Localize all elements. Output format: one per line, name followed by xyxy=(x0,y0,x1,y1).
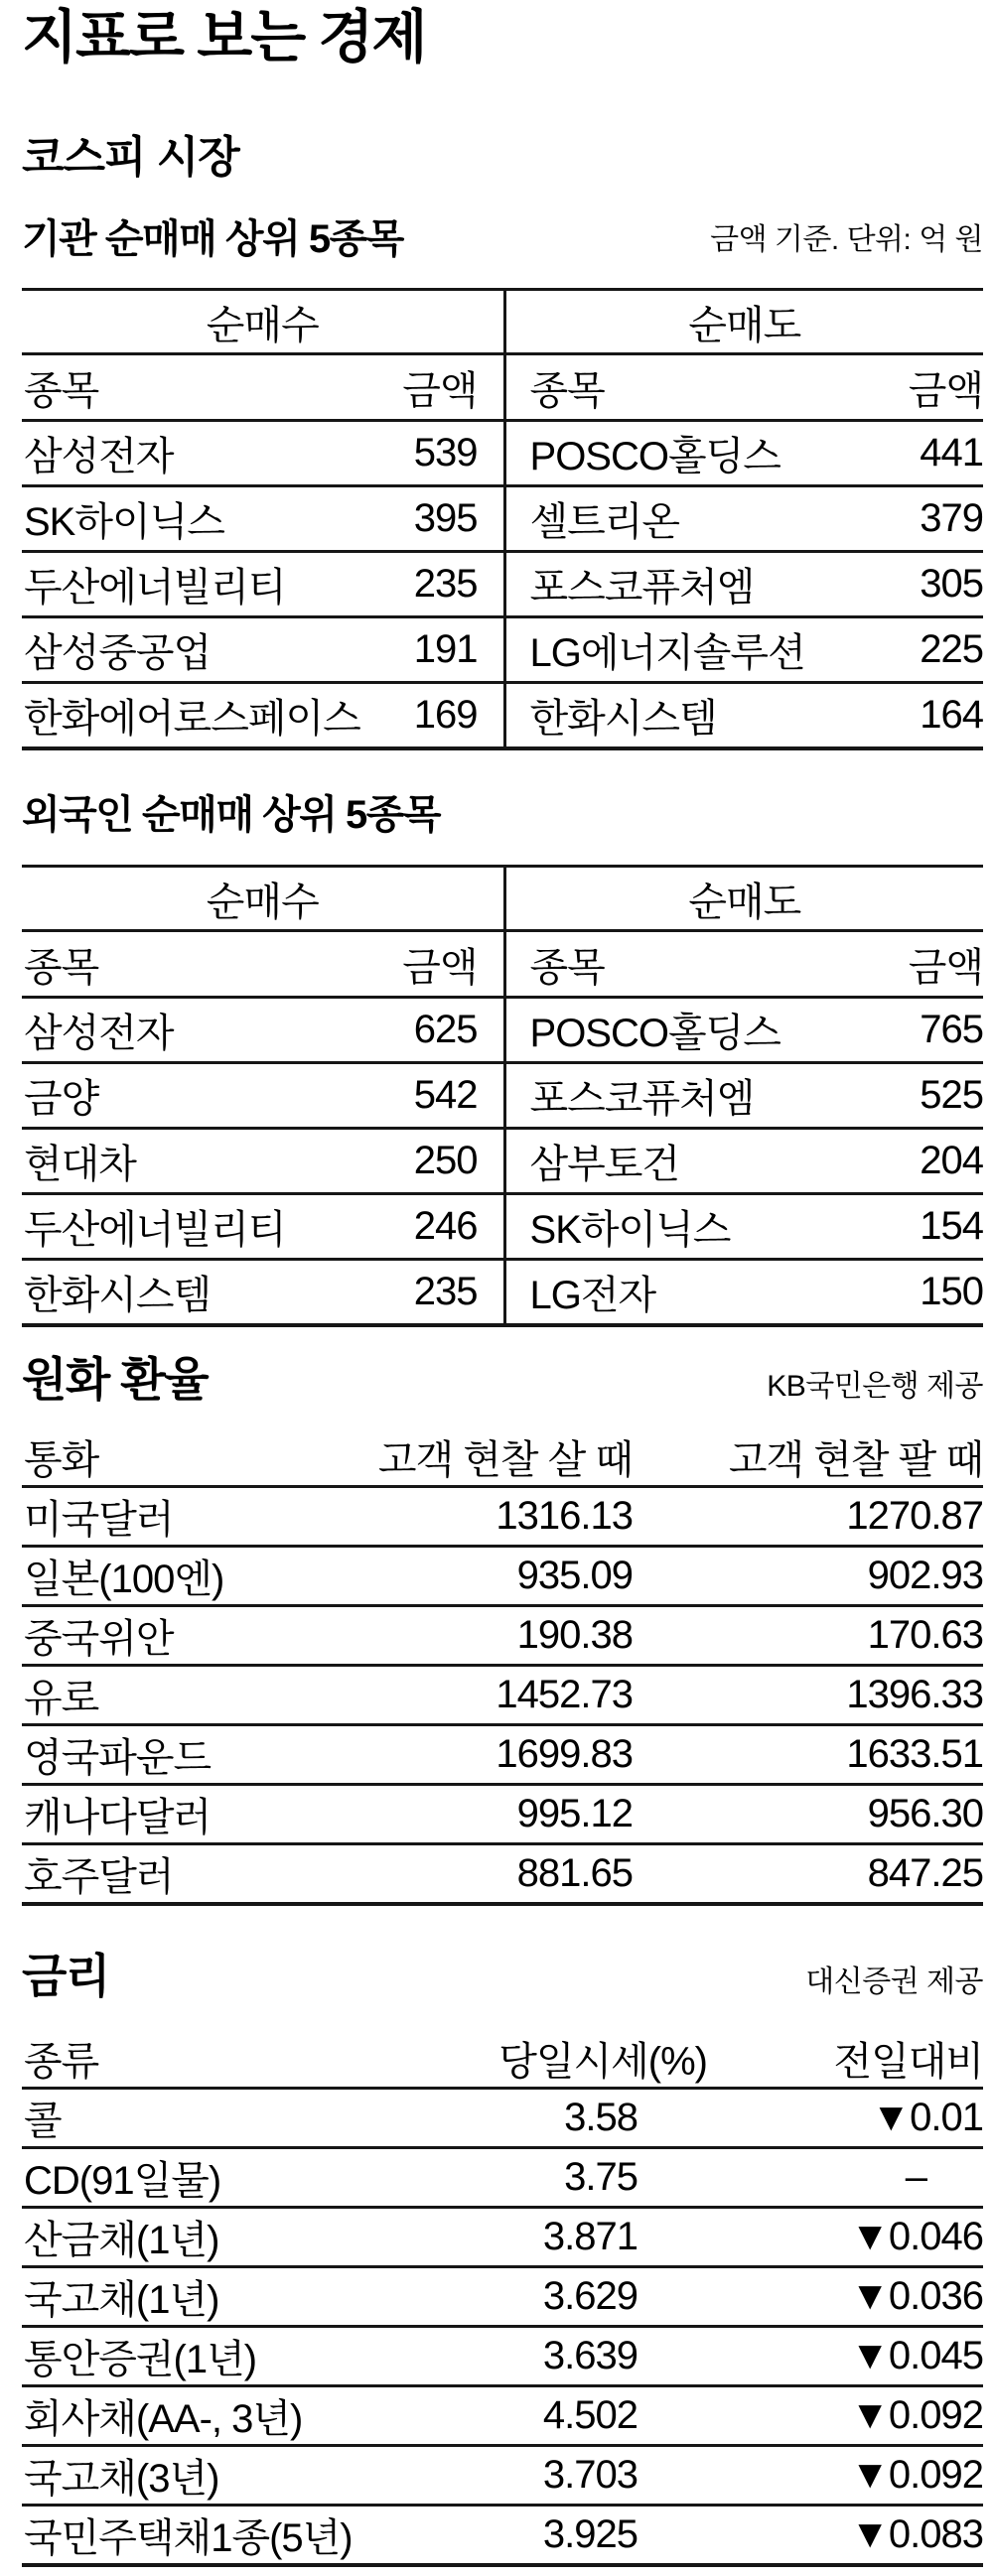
rates-table-title: 금리 xyxy=(22,1949,109,2002)
cash-buy-rate: 1452.73 xyxy=(359,1665,633,1724)
table-header-row xyxy=(22,867,983,931)
buy-stock-name: 삼성전자 xyxy=(22,421,389,486)
cash-sell-rate: 847.25 xyxy=(633,1843,983,1904)
table-row xyxy=(22,1546,983,1605)
sell-stock-name: LG전자 xyxy=(504,1260,862,1326)
rate-type: 산금채(1년) xyxy=(22,2207,429,2266)
column-header-row xyxy=(22,354,983,421)
daily-rate: 3.639 xyxy=(429,2326,707,2385)
buy-stock-name: 두산에너빌리티 xyxy=(22,1194,389,1260)
currency-name: 유로 xyxy=(22,1665,359,1724)
cash-sell-column-header: 고객 현찰 팔 때 xyxy=(633,1428,983,1487)
buy-stock-name: 두산에너빌리티 xyxy=(22,552,389,617)
buy-stock-amount: 625 xyxy=(389,998,504,1063)
day-change: ▼0.092 xyxy=(707,2385,983,2445)
currency-name: 일본(100엔) xyxy=(22,1546,359,1605)
cash-buy-rate: 935.09 xyxy=(359,1546,633,1605)
table-row xyxy=(22,1260,983,1326)
buy-stock-name: 삼성전자 xyxy=(22,998,389,1063)
table-row xyxy=(22,1063,983,1129)
economy-indicators-page xyxy=(0,5,993,2567)
day-change: ▼0.046 xyxy=(707,2207,983,2266)
cash-sell-rate: 902.93 xyxy=(633,1546,983,1605)
table-row xyxy=(22,2505,983,2565)
buy-stock-amount: 191 xyxy=(389,617,504,683)
cash-sell-rate: 956.30 xyxy=(633,1784,983,1843)
currency-name: 호주달러 xyxy=(22,1843,359,1904)
cash-buy-rate: 1316.13 xyxy=(359,1486,633,1546)
sell-stock-name: 한화시스템 xyxy=(504,683,862,749)
column-header-row xyxy=(22,931,983,998)
stock-column-header: 종목 xyxy=(504,354,862,421)
cash-sell-rate: 170.63 xyxy=(633,1605,983,1665)
net-buy-header: 순매수 xyxy=(22,290,504,354)
sell-stock-amount: 150 xyxy=(862,1260,983,1326)
buy-stock-amount: 542 xyxy=(389,1063,504,1129)
rate-type: 콜 xyxy=(22,2088,429,2147)
buy-stock-amount: 235 xyxy=(389,1260,504,1326)
day-change: ▼0.045 xyxy=(707,2326,983,2385)
day-change: ▼0.083 xyxy=(707,2505,983,2565)
foreign-table-title: 외국인 순매매 상위 5종목 xyxy=(22,793,440,838)
amount-column-header: 금액 xyxy=(862,931,983,998)
table-row xyxy=(22,1194,983,1260)
daily-rate: 4.502 xyxy=(429,2385,707,2445)
amount-column-header: 금액 xyxy=(389,931,504,998)
sell-stock-name: LG에너지솔루션 xyxy=(504,617,862,683)
table-row xyxy=(22,2147,983,2207)
buy-stock-amount: 235 xyxy=(389,552,504,617)
table-row xyxy=(22,1843,983,1904)
fx-provider-caption: KB국민은행 제공 xyxy=(767,1369,983,1403)
rate-type: 국민주택채1종(5년) xyxy=(22,2505,429,2565)
table-row xyxy=(22,1486,983,1546)
table-row xyxy=(22,486,983,552)
institution-section-header xyxy=(22,214,983,262)
rates-provider-caption: 대신증권 제공 xyxy=(805,1965,983,1998)
sell-stock-name: 포스코퓨처엠 xyxy=(504,1063,862,1129)
amount-column-header: 금액 xyxy=(389,354,504,421)
table-row xyxy=(22,2088,983,2147)
buy-stock-name: 한화에어로스페이스 xyxy=(22,683,389,749)
day-change: ▼0.092 xyxy=(707,2445,983,2505)
buy-stock-amount: 395 xyxy=(389,486,504,552)
buy-stock-name: 삼성중공업 xyxy=(22,617,389,683)
sell-stock-amount: 204 xyxy=(862,1129,983,1194)
day-change: – xyxy=(707,2147,983,2207)
foreign-net-trading-table xyxy=(22,865,983,1327)
table-row xyxy=(22,552,983,617)
sell-stock-amount: 765 xyxy=(862,998,983,1063)
currency-column-header: 통화 xyxy=(22,1428,359,1487)
buy-stock-amount: 250 xyxy=(389,1129,504,1194)
net-buy-header: 순매수 xyxy=(22,867,504,931)
daily-rate: 3.58 xyxy=(429,2088,707,2147)
table-row xyxy=(22,1665,983,1724)
buy-stock-name: 금양 xyxy=(22,1063,389,1129)
daily-rate: 3.925 xyxy=(429,2505,707,2565)
stock-column-header: 종목 xyxy=(504,931,862,998)
stock-column-header: 종목 xyxy=(22,931,389,998)
sell-stock-name: 삼부토건 xyxy=(504,1129,862,1194)
cash-buy-column-header: 고객 현찰 살 때 xyxy=(359,1428,633,1487)
table-row xyxy=(22,421,983,486)
buy-stock-amount: 539 xyxy=(389,421,504,486)
daily-rate-column-header: 당일시세(%) xyxy=(429,2030,707,2089)
cash-buy-rate: 995.12 xyxy=(359,1784,633,1843)
table-row xyxy=(22,617,983,683)
daily-rate: 3.871 xyxy=(429,2207,707,2266)
page-title: 지표로 보는 경제 xyxy=(22,5,426,69)
cash-sell-rate: 1633.51 xyxy=(633,1724,983,1784)
daily-rate: 3.629 xyxy=(429,2266,707,2326)
daily-rate: 3.75 xyxy=(429,2147,707,2207)
table-row xyxy=(22,1129,983,1194)
day-change: ▼0.036 xyxy=(707,2266,983,2326)
table-row xyxy=(22,2207,983,2266)
sell-stock-name: SK하이닉스 xyxy=(504,1194,862,1260)
column-header-row xyxy=(22,1428,983,1487)
institution-table-title: 기관 순매매 상위 5종목 xyxy=(22,217,403,262)
sell-stock-amount: 225 xyxy=(862,617,983,683)
currency-name: 캐나다달러 xyxy=(22,1784,359,1843)
sell-stock-name: POSCO홀딩스 xyxy=(504,421,862,486)
currency-name: 중국위안 xyxy=(22,1605,359,1665)
amount-unit-caption: 금액 기준. 단위: 억 원 xyxy=(710,223,983,257)
sell-stock-amount: 154 xyxy=(862,1194,983,1260)
currency-name: 미국달러 xyxy=(22,1486,359,1546)
institution-net-trading-table xyxy=(22,288,983,750)
sell-stock-name: POSCO홀딩스 xyxy=(504,998,862,1063)
sell-stock-amount: 164 xyxy=(862,683,983,749)
table-row xyxy=(22,998,983,1063)
rate-type: CD(91일물) xyxy=(22,2147,429,2207)
cash-buy-rate: 881.65 xyxy=(359,1843,633,1904)
amount-column-header: 금액 xyxy=(862,354,983,421)
net-sell-header: 순매도 xyxy=(504,867,983,931)
rate-type: 국고채(1년) xyxy=(22,2266,429,2326)
sell-stock-amount: 525 xyxy=(862,1063,983,1129)
day-change: ▼0.01 xyxy=(707,2088,983,2147)
buy-stock-name: 한화시스템 xyxy=(22,1260,389,1326)
table-header-row xyxy=(22,290,983,354)
fx-section-header xyxy=(22,1351,983,1408)
currency-name: 영국파운드 xyxy=(22,1724,359,1784)
stock-column-header: 종목 xyxy=(22,354,389,421)
buy-stock-name: SK하이닉스 xyxy=(22,486,389,552)
rates-section-header xyxy=(22,1948,983,2004)
table-row xyxy=(22,1724,983,1784)
sell-stock-amount: 379 xyxy=(862,486,983,552)
fx-table-title: 원화 환율 xyxy=(22,1353,209,1407)
table-row xyxy=(22,2326,983,2385)
table-row xyxy=(22,683,983,749)
column-header-row xyxy=(22,2030,983,2089)
cash-sell-rate: 1396.33 xyxy=(633,1665,983,1724)
rate-type: 회사채(AA-, 3년) xyxy=(22,2385,429,2445)
cash-buy-rate: 190.38 xyxy=(359,1605,633,1665)
buy-stock-amount: 246 xyxy=(389,1194,504,1260)
foreign-section-header xyxy=(22,792,983,838)
table-row xyxy=(22,2445,983,2505)
daily-rate: 3.703 xyxy=(429,2445,707,2505)
rate-type-column-header: 종류 xyxy=(22,2030,429,2089)
cash-sell-rate: 1270.87 xyxy=(633,1486,983,1546)
table-row xyxy=(22,1605,983,1665)
interest-rate-table xyxy=(22,2030,983,2567)
rate-type: 통안증권(1년) xyxy=(22,2326,429,2385)
net-sell-header: 순매도 xyxy=(504,290,983,354)
buy-stock-name: 현대차 xyxy=(22,1129,389,1194)
rate-type: 국고채(3년) xyxy=(22,2445,429,2505)
sell-stock-name: 포스코퓨처엠 xyxy=(504,552,862,617)
cash-buy-rate: 1699.83 xyxy=(359,1724,633,1784)
sell-stock-name: 셀트리온 xyxy=(504,486,862,552)
buy-stock-amount: 169 xyxy=(389,683,504,749)
kospi-market-title: 코스피 시장 xyxy=(22,132,239,182)
table-row xyxy=(22,1784,983,1843)
day-change-column-header: 전일대비 xyxy=(707,2030,983,2089)
sell-stock-amount: 441 xyxy=(862,421,983,486)
won-exchange-rate-table xyxy=(22,1428,983,1906)
sell-stock-amount: 305 xyxy=(862,552,983,617)
table-row xyxy=(22,2266,983,2326)
table-row xyxy=(22,2385,983,2445)
